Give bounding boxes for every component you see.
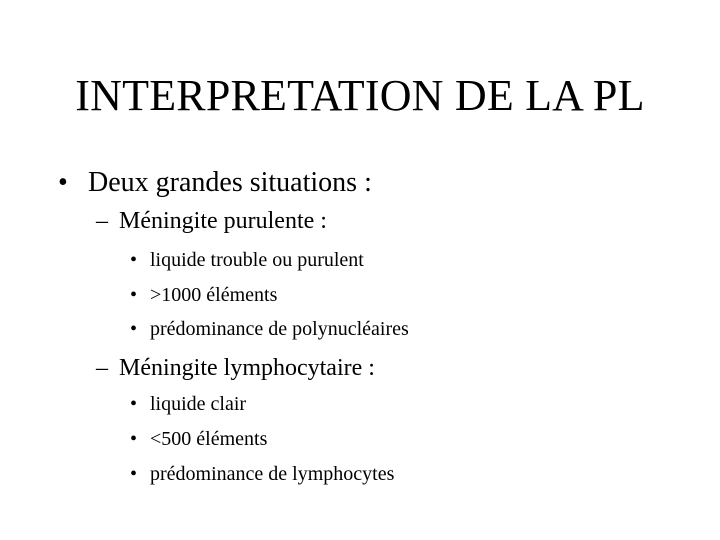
bullet-icon: •	[58, 167, 68, 198]
bullet-icon: •	[130, 463, 138, 485]
list-item: >1000 éléments	[150, 284, 278, 306]
list-item: <500 éléments	[150, 428, 268, 450]
bullet-icon: •	[130, 249, 138, 271]
section-heading-purulente: Méningite purulente :	[119, 208, 327, 234]
dash-icon: –	[96, 355, 108, 381]
dash-icon: –	[96, 208, 108, 234]
list-item: prédominance de lymphocytes	[150, 463, 395, 485]
bullet-icon: •	[130, 284, 138, 306]
bullet-icon: •	[130, 318, 138, 340]
list-item: liquide trouble ou purulent	[150, 249, 364, 271]
bullet-icon: •	[130, 428, 138, 450]
slide-title: INTERPRETATION DE LA PL	[75, 71, 645, 120]
bullet-level1	[58, 167, 68, 199]
list-item: liquide clair	[150, 393, 247, 415]
bullet-icon: •	[130, 393, 138, 415]
level1-text: Deux grandes situations :	[88, 167, 372, 198]
list-item: prédominance de polynucléaires	[150, 318, 409, 340]
section-heading-lymphocytaire: Méningite lymphocytaire :	[119, 355, 375, 381]
